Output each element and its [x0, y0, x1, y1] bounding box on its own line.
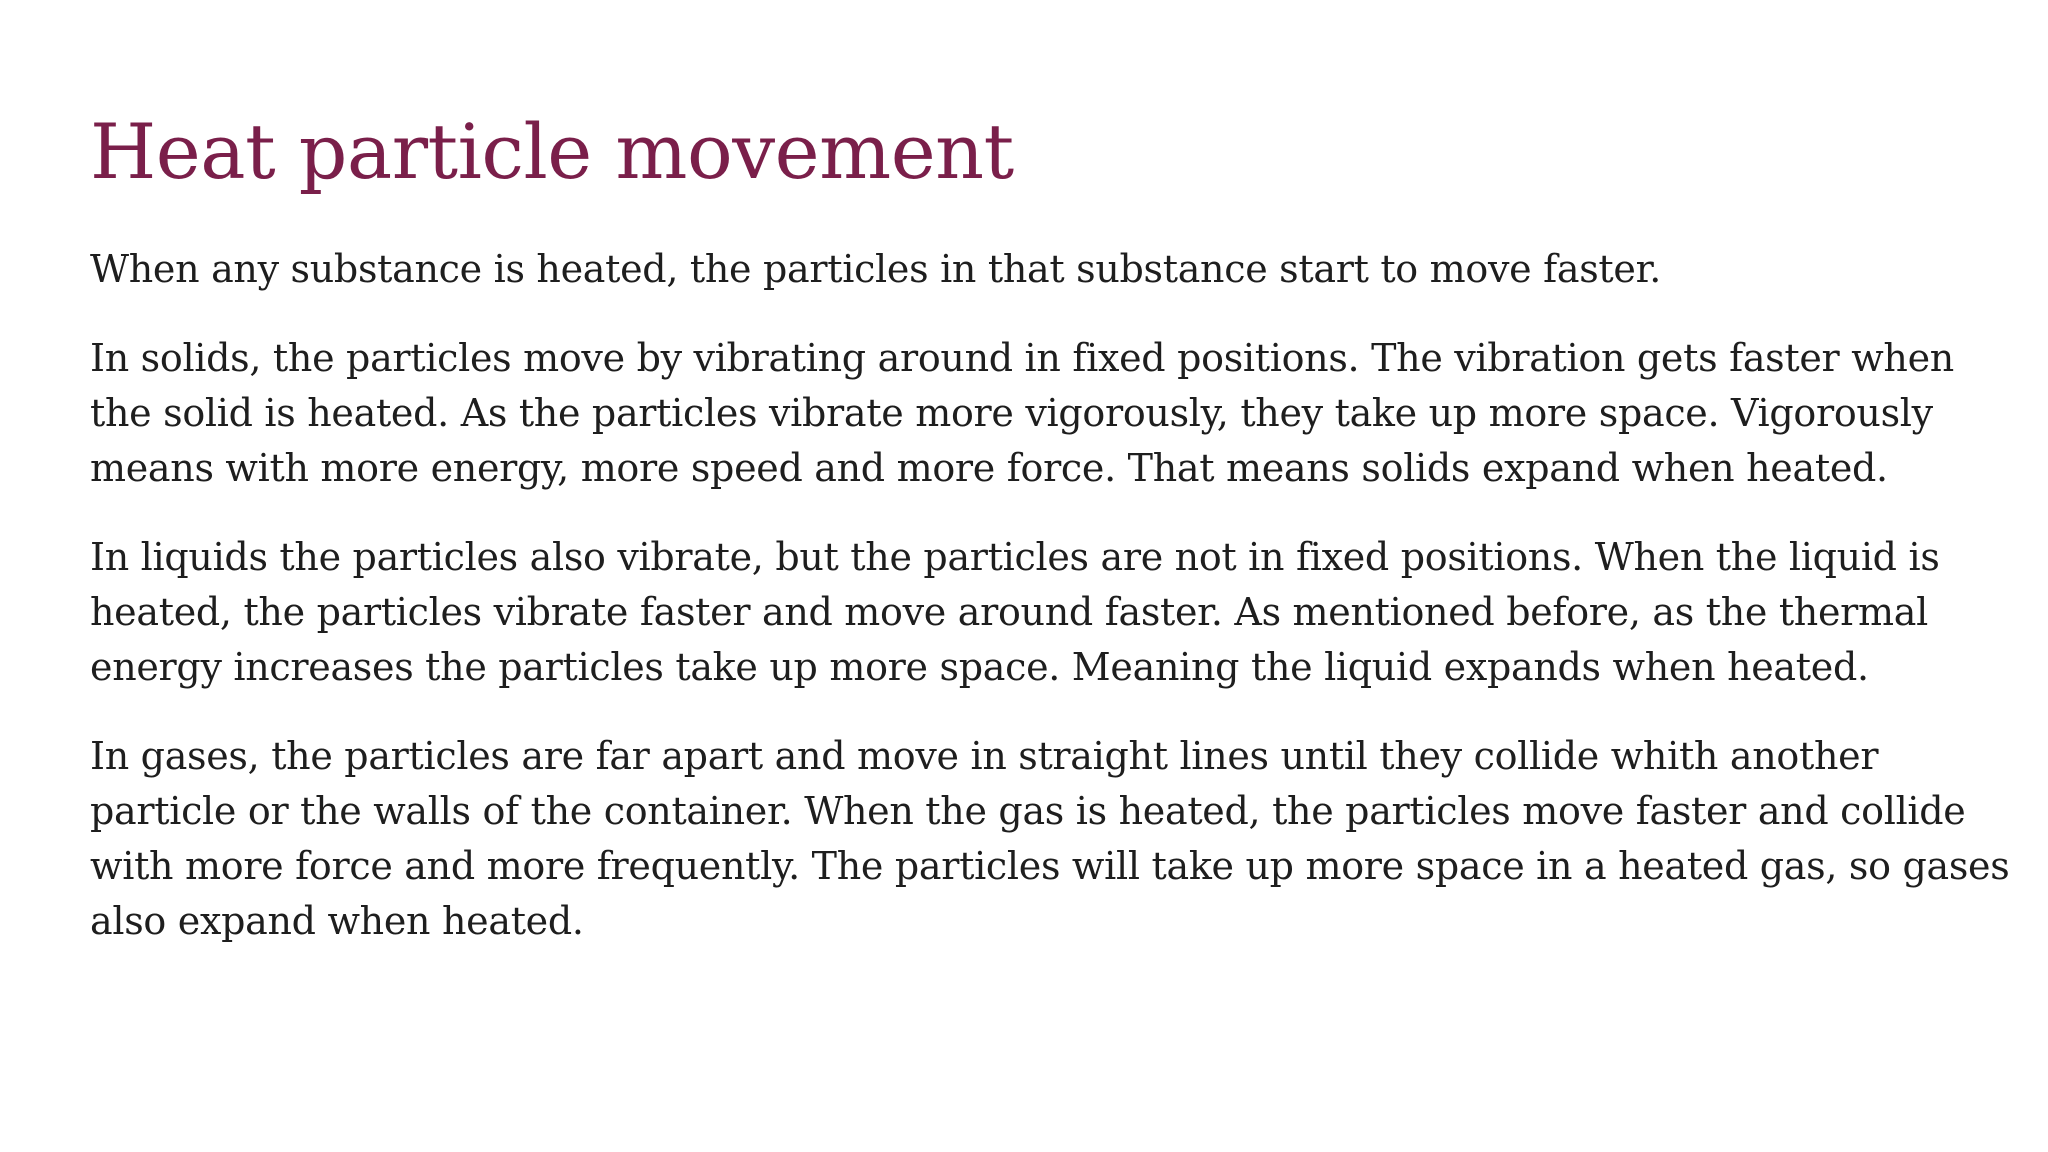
- paragraph-solids: In solids, the particles move by vibrating around in fixed positions. The vibration gets faster when the solid is heated. As the particles vibrate more vigorously, they take up more space. Vigorously means with more energy, more speed and more force. That means solids expand when heated.: [90, 335, 1954, 490]
- paragraph-intro: When any substance is heated, the particles in that substance start to move faster.: [90, 246, 1662, 291]
- paragraph-gases: In gases, the particles are far apart and move in straight lines until they collide whith another particle or the walls of the container. When the gas is heated, the particles move faster and collide with more force and more frequently. The particles will take up more space in a heated gas, so gases also expand when heated.: [90, 733, 2010, 943]
- page-title: Heat particle movement: [90, 107, 1014, 196]
- document-slide: [90, 107, 2010, 983]
- paragraph-liquids: In liquids the particles also vibrate, but the particles are not in fixed positions. When the liquid is heated, the particles vibrate faster and move around faster. As mentioned before, as the thermal energy increases the particles take up more space. Meaning the liquid expands when heated.: [90, 534, 1940, 689]
